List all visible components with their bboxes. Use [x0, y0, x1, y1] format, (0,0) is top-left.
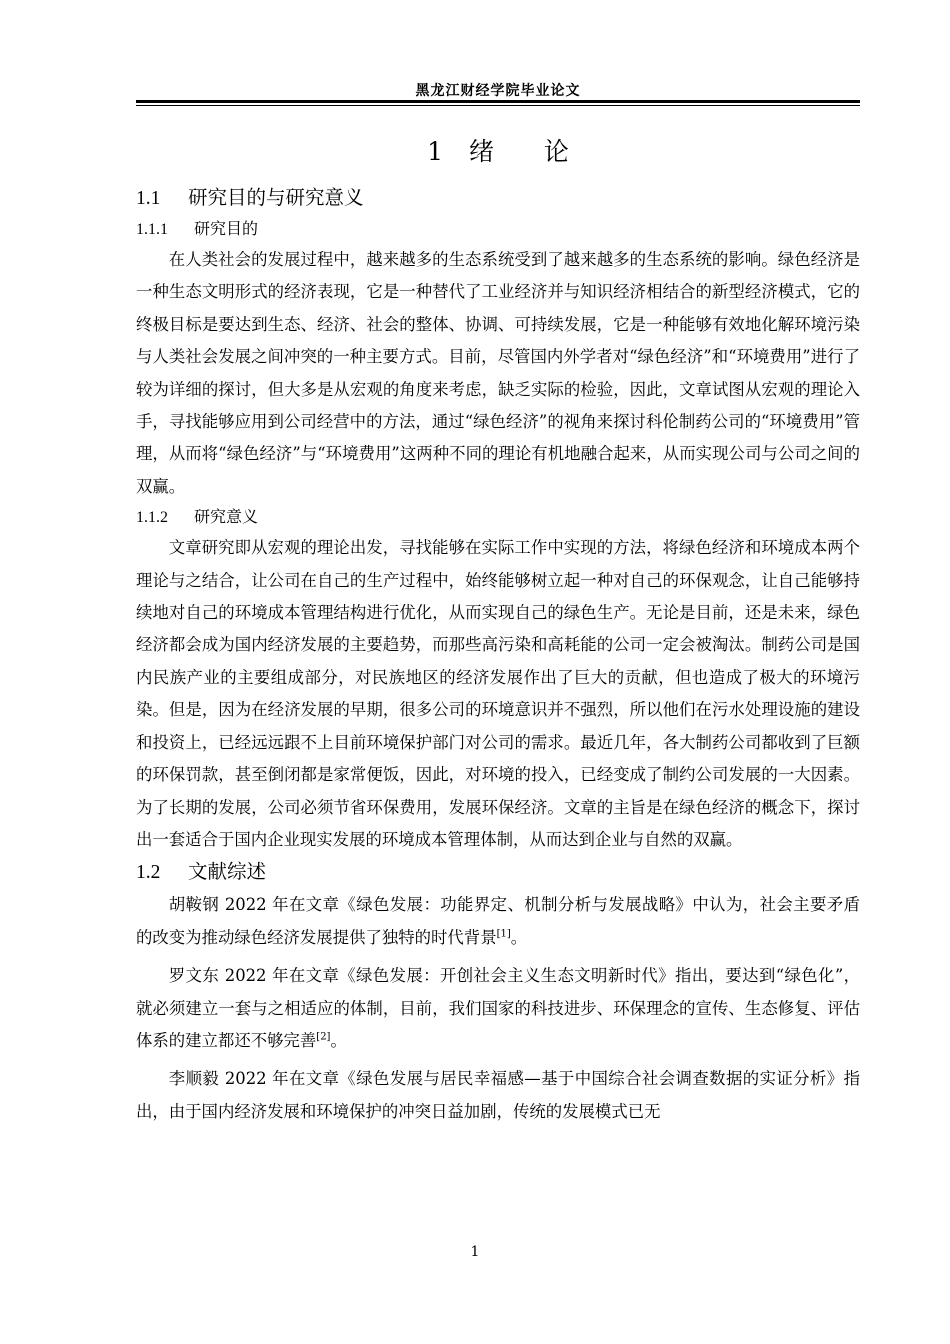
paragraph-literature-3: [136, 1063, 860, 1128]
sentence-end: 。: [330, 1030, 347, 1050]
subsection-number: 1.1.1: [136, 221, 168, 238]
subsection-number: 1.1.2: [136, 509, 168, 527]
paragraph-research-significance: 文章研究即从宏观的理论出发，寻找能够在实际工作中实现的方法，将绿色经济和环境成本两个理论与之结合，让公司在自己的生产过程中，始终能够树立起一种对自己的环保观念，让自己能够持续地对自己的环境成本管理结构进行优化，从而实现自己的绿色生产。无论是目前，还是未来，绿色经济都会成为国内经济发展的主要趋势，而那些高污染和高耗能的公司一定会被淘汰。制药公司是国内民族产业的主要组成部分，对民族地区的经济发展作出了巨大的贡献，但也造成了极大的环境污染。但是，因为在经济发展的早期，很多公司的环境意识并不强烈，所以他们在污水处理设施的建设和投资上，已经远远跟不上目前环境保护部门对公司的需求。最近几年，各大制药公司都收到了巨额的环保罚款，甚至倒闭都是家常便饭，因此，对环境的投入，已经变成了制约公司发展的一大因素。为了长期的发展，公司必须节省环保费用，发展环保经济。文章的主旨是在绿色经济的概念下，探讨出一套适合于国内企业现实发展的环境成本管理体制，从而达到企业与自然的双赢。: [136, 538, 860, 849]
section-number: 1.2: [136, 862, 161, 884]
literature-text: 罗文东 2022 年在文章《绿色发展：开创社会主义生态文明新时代》指出，要达到“绿色化”，就必须建立一套与之相适应的体制，目前，我们国家的科技进步、环保理念的宣传、生态修复、评估体系的建立都还不够完善: [136, 966, 860, 1050]
paragraph-literature-2: [136, 960, 860, 1057]
subsection-heading-1-1-2: [136, 503, 860, 532]
section-heading-1-2: [136, 856, 860, 889]
subsection-heading-1-1-1: [136, 215, 860, 244]
literature-text: 胡鞍钢 2022 年在文章《绿色发展：功能界定、机制分析与发展战略》中认为，社会主要矛盾的改变为推动绿色经济发展提供了独特的时代背景: [136, 895, 860, 947]
section-title: 研究目的与研究意义: [188, 186, 364, 209]
chapter-number: 1: [427, 137, 443, 166]
running-header: 黑龙江财经学院毕业论文: [415, 83, 581, 99]
literature-text: 李顺毅 2022 年在文章《绿色发展与居民幸福感—基于中国综合社会调查数据的实证分析》指出，由于国内经济发展和环境保护的冲突日益加剧，传统的发展模式已无: [136, 1069, 860, 1121]
page-body: [136, 128, 860, 1128]
sentence-end: 。: [510, 927, 528, 947]
header-rule-thick: [136, 100, 860, 103]
chapter-title-char-1: 绪: [468, 137, 494, 166]
citation-marker: [2]: [316, 1031, 331, 1043]
page-number: 1: [470, 1244, 480, 1260]
header-rule-thin: [136, 105, 860, 106]
section-title: 文献综述: [188, 860, 267, 884]
subsection-title: 研究目的: [194, 219, 259, 238]
paragraph-research-purpose: 在人类社会的发展过程中，越来越多的生态系统受到了越来越多的生态系统的影响。绿色经济是一种生态文明形式的经济表现，它是一种替代了工业经济并与知识经济相结合的新型经济模式，它的终极目标是要达到生态、经济、社会的整体、协调、可持续发展，它是一种能够有效地化解环境污染与人类社会发展之间冲突的一种主要方式。目前，尽管国内外学者对“绿色经济”和“环境费用”进行了较为详细的探讨，但大多是从宏观的角度来考虑，缺乏实际的检验，因此，文章试图从宏观的理论入手，寻找能够应用到公司经营中的方法，通过“绿色经济”的视角来探讨科伦制药公司的“环境费用”管理，从而将“绿色经济”与“环境费用”这两种不同的理论有机地融合起来，从而实现公司与公司之间的双赢。: [136, 250, 860, 496]
citation-marker: [1]: [496, 928, 511, 940]
chapter-title: [136, 132, 860, 172]
chapter-title-char-2: 论: [543, 137, 569, 166]
subsection-title: 研究意义: [194, 507, 259, 527]
section-number: 1.1: [136, 188, 161, 209]
section-heading-1-1: [136, 182, 860, 215]
paragraph-literature-1: [136, 889, 860, 954]
